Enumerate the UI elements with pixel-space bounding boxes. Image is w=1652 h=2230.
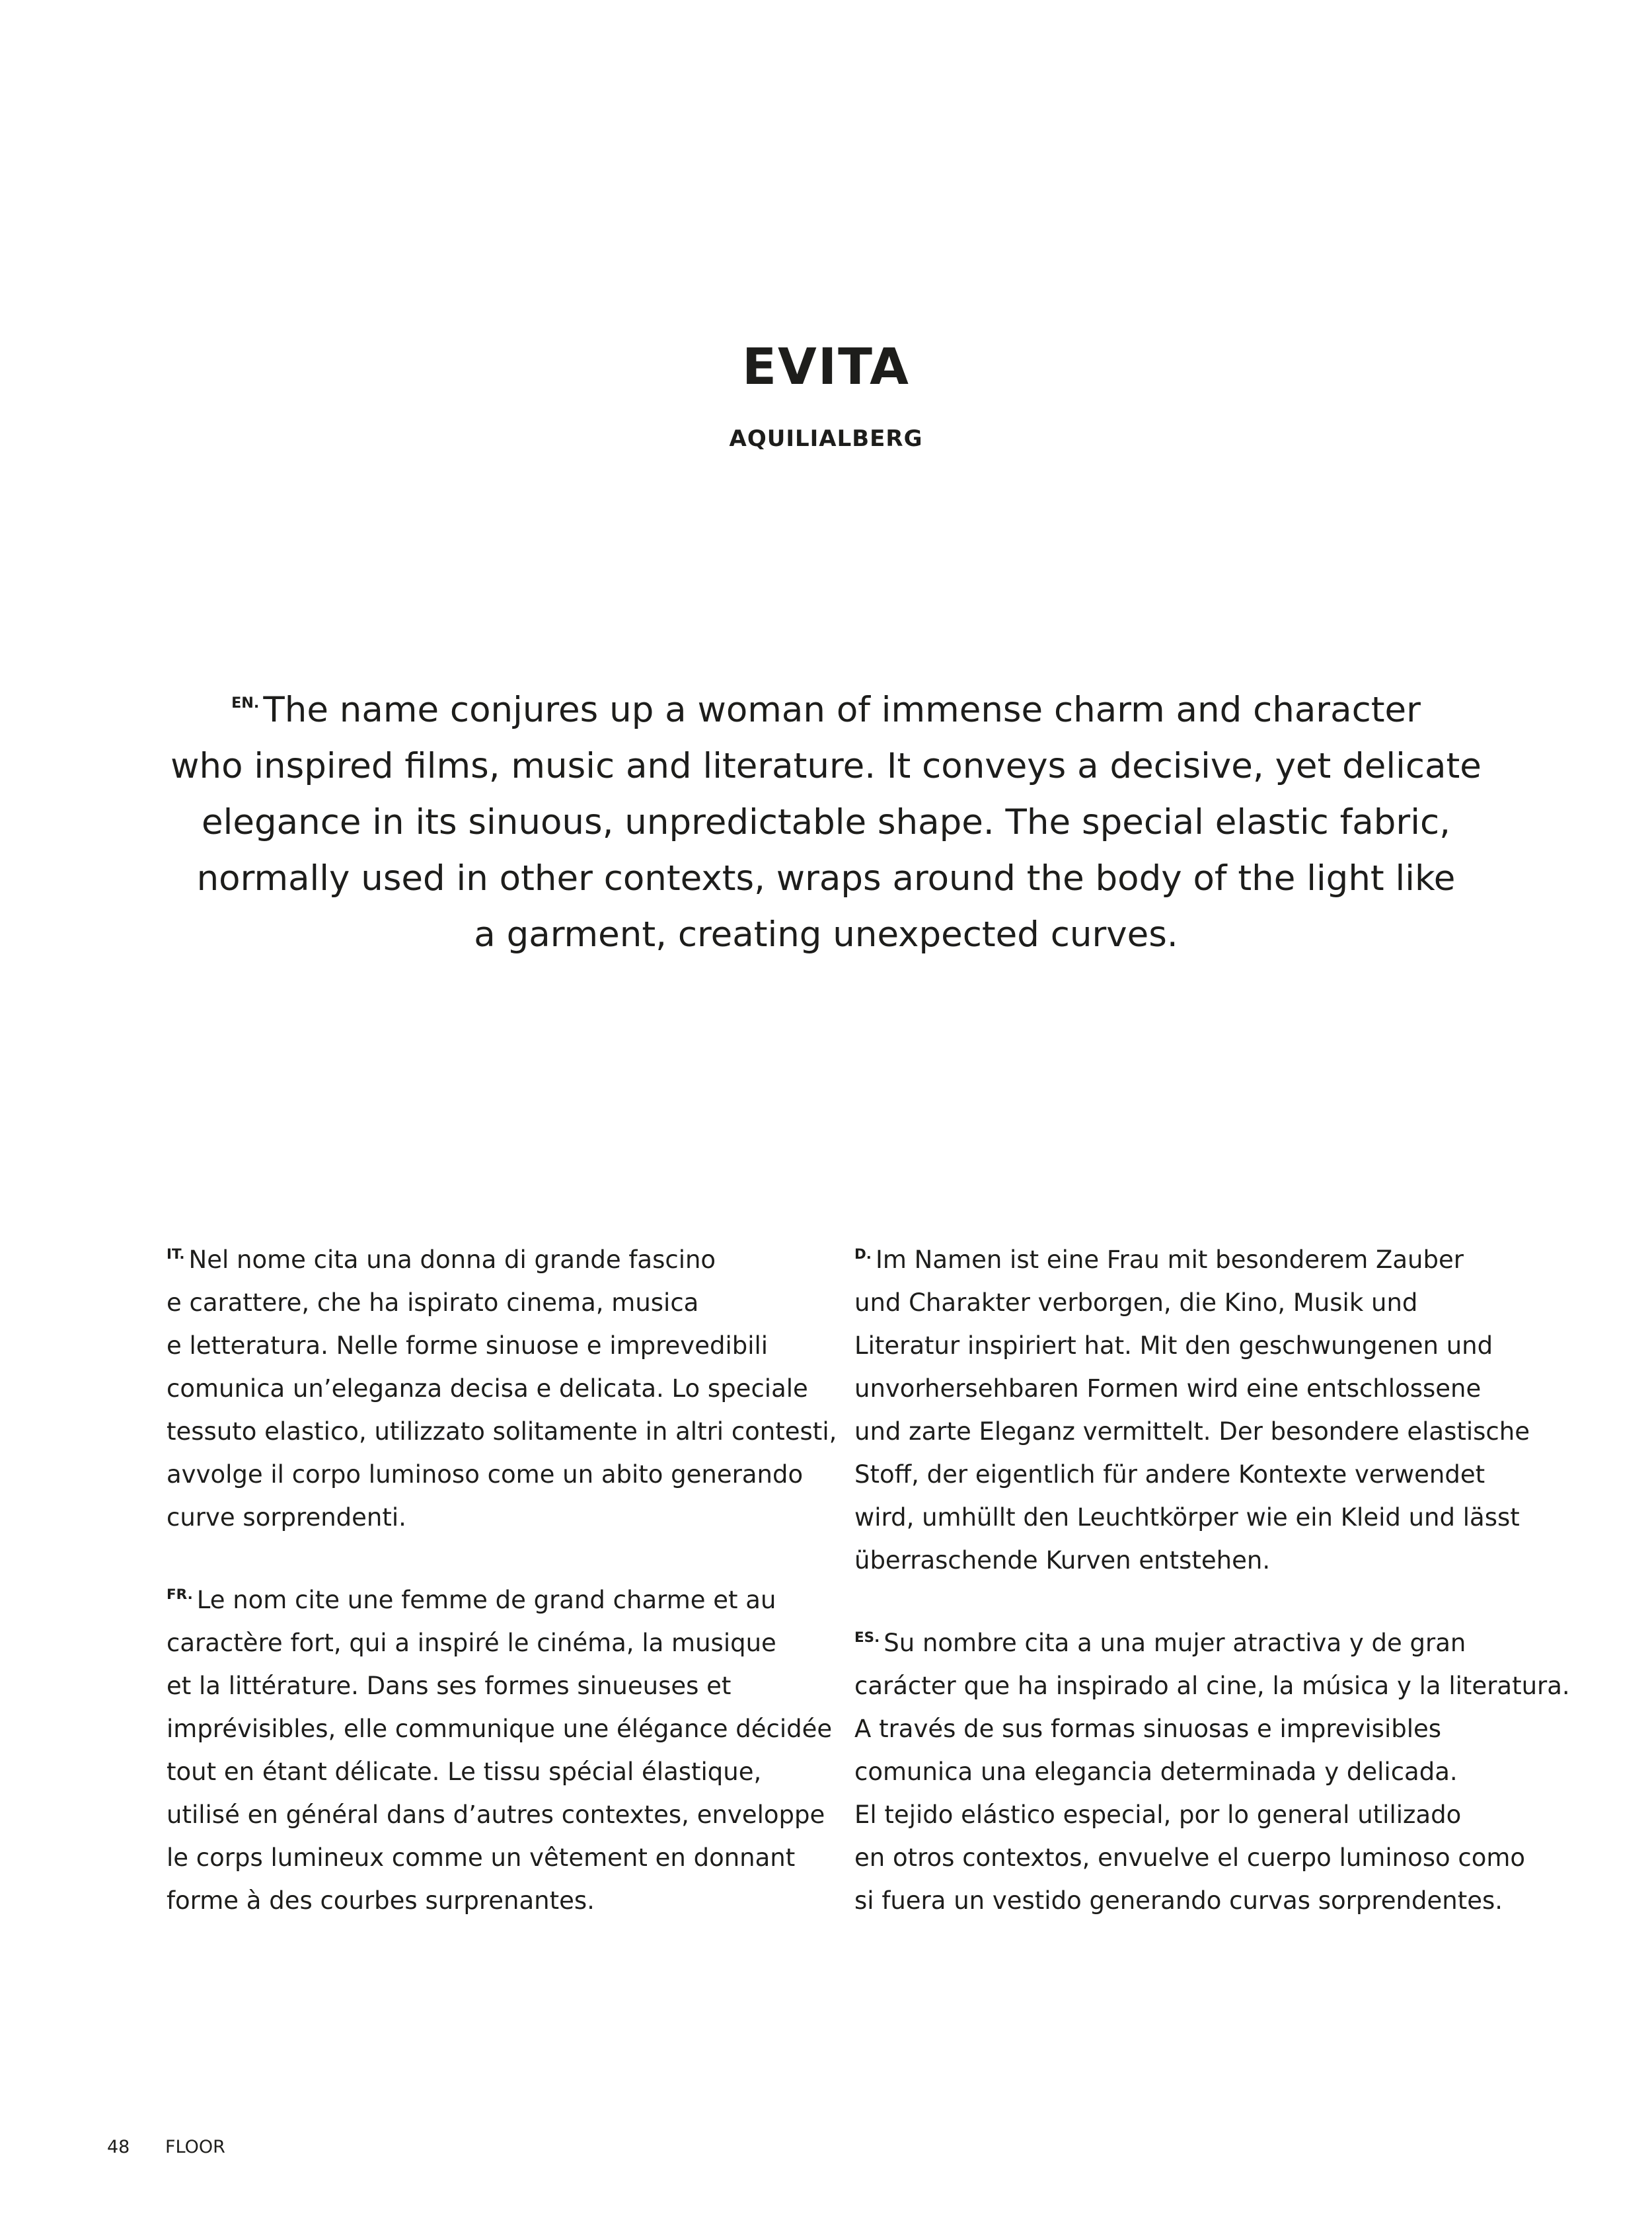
line-text: Literatur inspiriert hat. Mit den geschwungenen und <box>854 1331 1493 1360</box>
line-text: a garment, creating unexpected curves. <box>474 914 1178 955</box>
line-text: Im Namen ist eine Frau mit besonderem Zauber <box>875 1245 1464 1274</box>
text-line <box>167 1750 832 1793</box>
text-line <box>0 794 1652 850</box>
english-description <box>0 675 1652 963</box>
line-text: normally used in other contexts, wraps around the body of the light like <box>196 858 1456 899</box>
text-line <box>854 1707 1570 1750</box>
spanish-paragraph <box>854 1616 1570 1922</box>
line-text: Le nom cite une femme de grand charme et au <box>196 1585 776 1614</box>
line-text: Su nombre cita a una mujer atractiva y de gran <box>883 1628 1466 1657</box>
line-text: et la littérature. Dans ses formes sinueuses et <box>167 1671 732 1700</box>
text-line <box>167 1836 832 1879</box>
text-line <box>854 1496 1530 1539</box>
line-text: curve sorprendenti. <box>167 1503 406 1532</box>
text-line <box>167 1233 837 1281</box>
line-text: überraschende Kurven entstehen. <box>854 1545 1271 1575</box>
section-name: FLOOR <box>165 2137 225 2157</box>
french-paragraph <box>167 1573 832 1922</box>
language-tag: FR. <box>167 1586 193 1603</box>
line-text: tessuto elastico, utilizzato solitamente in altri contesti, <box>167 1417 837 1446</box>
line-text: e carattere, che ha ispirato cinema, musica <box>167 1288 699 1317</box>
line-text: en otros contextos, envuelve el cuerpo luminoso como <box>854 1843 1526 1872</box>
text-line <box>167 1410 837 1453</box>
text-line <box>854 1836 1570 1879</box>
italian-paragraph <box>167 1233 837 1539</box>
line-text: elegance in its sinuous, unpredictable shape. The special elastic fabric, <box>202 802 1450 843</box>
line-text: El tejido elástico especial, por lo general utilizado <box>854 1800 1462 1829</box>
german-paragraph <box>854 1233 1530 1582</box>
line-text: avvolge il corpo luminoso come un abito generando <box>167 1460 804 1489</box>
line-text: The name conjures up a woman of immense charm and character <box>263 690 1421 731</box>
text-line <box>0 738 1652 794</box>
text-line <box>167 1707 832 1750</box>
line-text: und Charakter verborgen, die Kino, Musik und <box>854 1288 1418 1317</box>
text-line <box>0 907 1652 963</box>
text-line <box>854 1367 1530 1410</box>
line-text: Stoff, der eigentlich für andere Kontexte verwendet <box>854 1460 1485 1489</box>
text-line <box>167 1496 837 1539</box>
text-line <box>167 1879 832 1922</box>
text-line <box>854 1616 1570 1664</box>
language-tag: D. <box>854 1246 872 1263</box>
text-line <box>854 1453 1530 1496</box>
line-text: unvorhersehbaren Formen wird eine entschlossene <box>854 1374 1482 1403</box>
line-text: und zarte Eleganz vermittelt. Der besondere elastische <box>854 1417 1530 1446</box>
text-line <box>0 850 1652 907</box>
language-tag: IT. <box>167 1246 185 1263</box>
language-tag: ES. <box>854 1629 880 1646</box>
text-line <box>854 1324 1530 1367</box>
text-line <box>167 1453 837 1496</box>
text-line <box>167 1367 837 1410</box>
text-line <box>167 1573 832 1621</box>
text-line <box>167 1324 837 1367</box>
text-line <box>854 1664 1570 1707</box>
line-text: Nel nome cita una donna di grande fascino <box>188 1245 716 1274</box>
line-text: le corps lumineux comme un vêtement en donnant <box>167 1843 796 1872</box>
line-text: imprévisibles, elle communique une élégance décidée <box>167 1714 833 1743</box>
line-text: e letteratura. Nelle forme sinuose e imprevedibili <box>167 1331 769 1360</box>
line-text: si fuera un vestido generando curvas sorprendentes. <box>854 1886 1503 1915</box>
line-text: forme à des courbes surprenantes. <box>167 1886 595 1915</box>
text-line <box>854 1750 1570 1793</box>
line-text: A través de sus formas sinuosas e imprevisibles <box>854 1714 1442 1743</box>
line-text: carácter que ha inspirado al cine, la música y la literatura. <box>854 1671 1570 1700</box>
page-number: 48 <box>107 2137 130 2157</box>
text-line <box>167 1621 832 1664</box>
line-text: comunica un’eleganza decisa e delicata. Lo speciale <box>167 1374 808 1403</box>
text-line <box>167 1664 832 1707</box>
line-text: wird, umhüllt den Leuchtkörper wie ein Kleid und lässt <box>854 1503 1520 1532</box>
text-line <box>854 1281 1530 1324</box>
text-line <box>167 1793 832 1836</box>
line-text: comunica una elegancia determinada y delicada. <box>854 1757 1458 1786</box>
line-text: caractère fort, qui a inspiré le cinéma, la musique <box>167 1628 776 1657</box>
line-text: tout en étant délicate. Le tissu spécial élastique, <box>167 1757 762 1786</box>
text-line <box>854 1410 1530 1453</box>
text-line <box>854 1879 1570 1922</box>
page-title: EVITA <box>742 337 910 396</box>
line-text: who inspired films, music and literature. It conveys a decisive, yet delicate <box>170 746 1482 787</box>
text-line <box>167 1281 837 1324</box>
designer-name: AQUILIALBERG <box>729 426 923 452</box>
text-line <box>854 1539 1530 1582</box>
text-line <box>854 1233 1530 1281</box>
text-line <box>0 675 1652 738</box>
line-text: utilisé en général dans d’autres contextes, enveloppe <box>167 1800 825 1829</box>
language-tag: EN. <box>231 694 260 712</box>
text-line <box>854 1793 1570 1836</box>
